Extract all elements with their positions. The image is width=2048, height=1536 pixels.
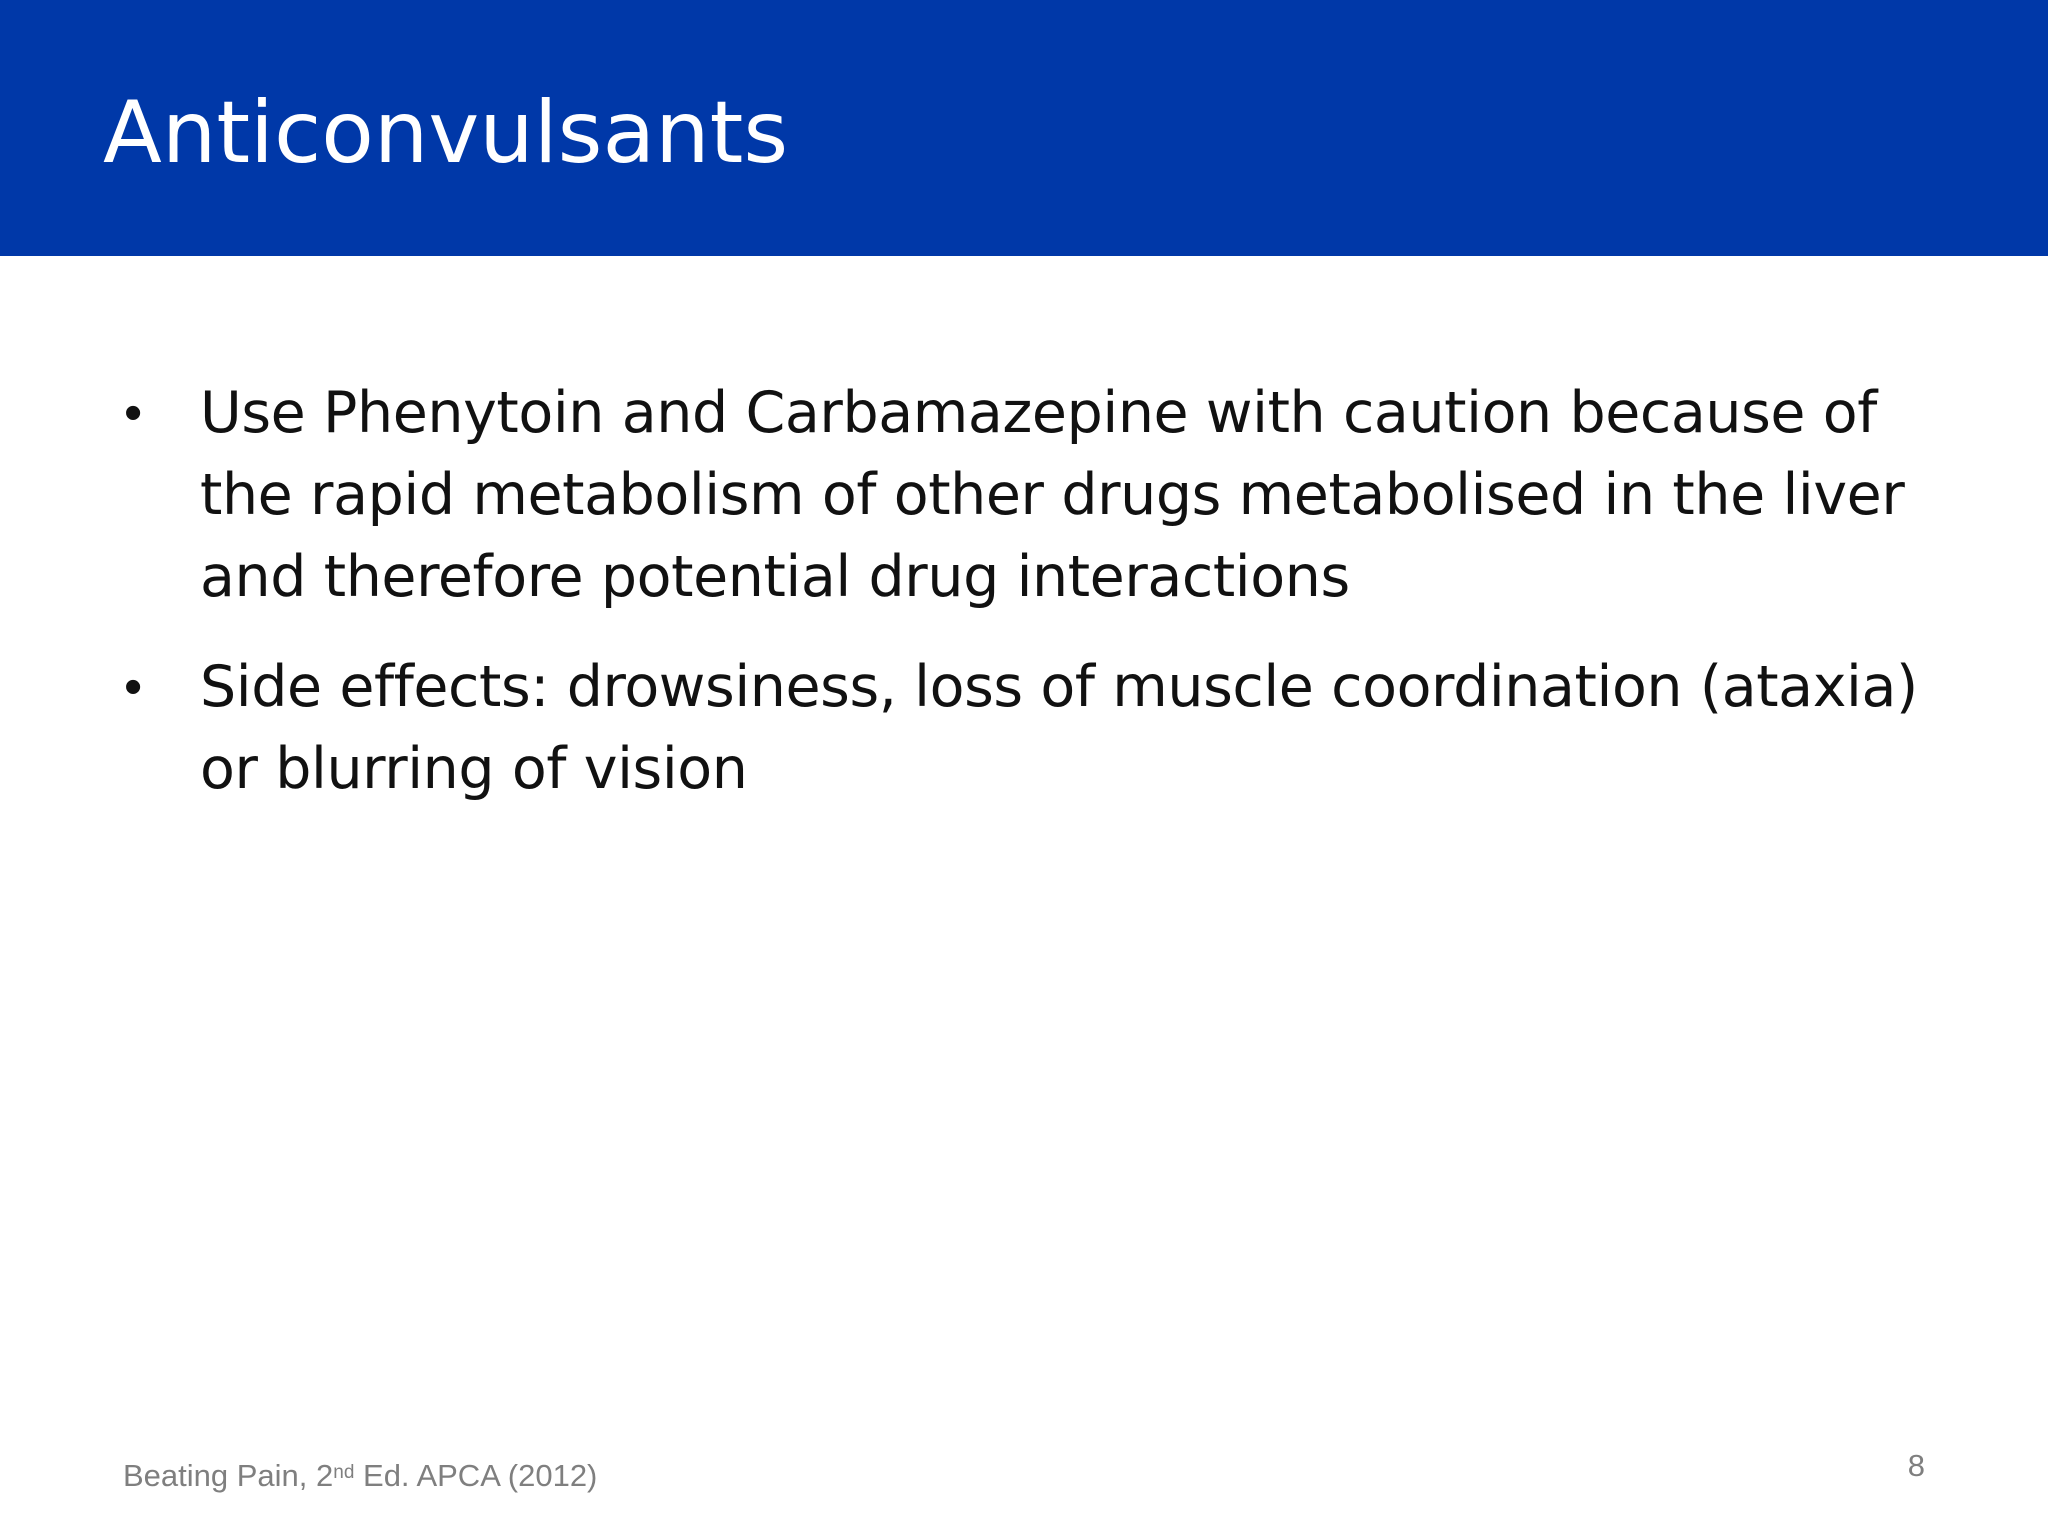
bullet-text: Use Phenytoin and Carbamazepine with caution because of the rapid metabolism of other drugs metabolised in the liver and therefore potential drug interactions <box>200 380 1905 610</box>
bullet-dot-icon: • <box>124 658 143 716</box>
bullet-dot-icon: • <box>124 384 143 442</box>
bullet-text: Side effects: drowsiness, loss of muscle coordination (ataxia) or blurring of vision <box>200 654 1918 802</box>
slide-title: Anticonvulsants <box>103 83 789 183</box>
footer-source-superscript: nd <box>333 1462 355 1483</box>
bullet-item <box>120 646 1940 810</box>
footer-source-prefix: Beating Pain, 2 <box>123 1458 334 1493</box>
bullet-item <box>120 372 1940 618</box>
bullet-list <box>120 372 1940 838</box>
page-number: 8 <box>1907 1448 1925 1483</box>
footer-source <box>123 1456 597 1496</box>
footer-source-suffix: Ed. APCA (2012) <box>354 1458 598 1493</box>
